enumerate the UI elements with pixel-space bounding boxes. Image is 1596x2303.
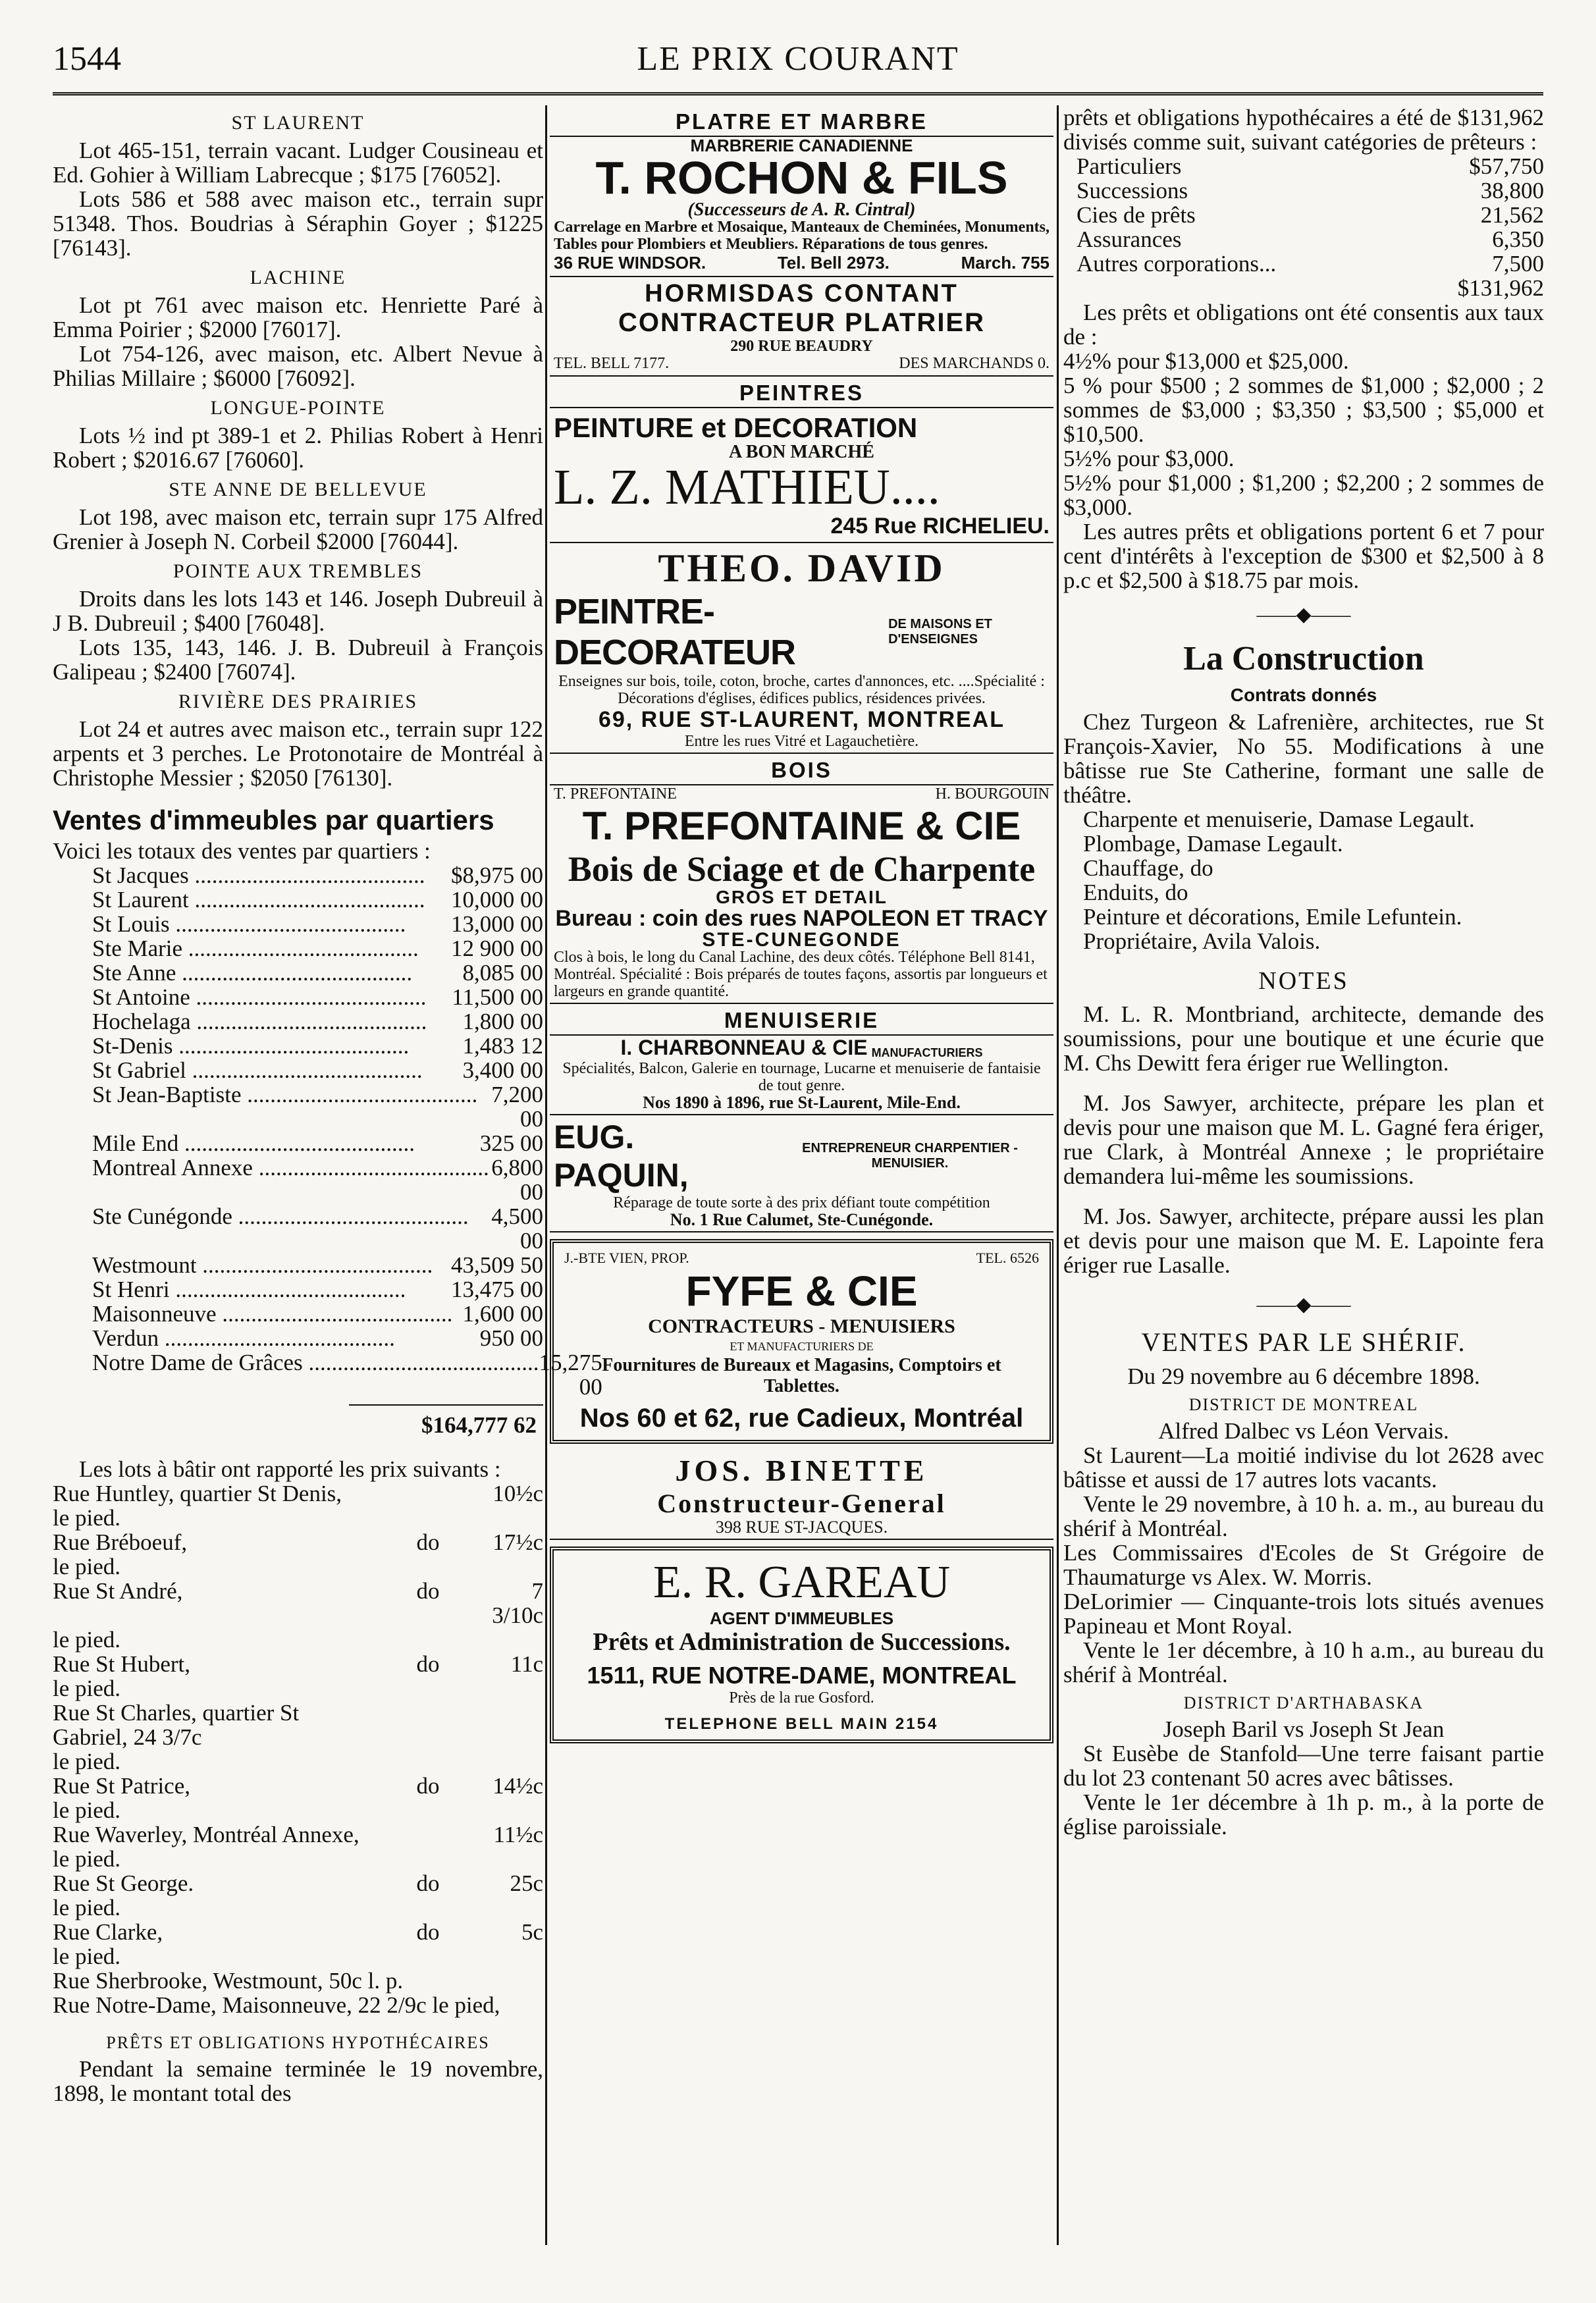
lot-row: Rue Sherbrooke, Westmount, 50c l. p. — [53, 1968, 404, 1994]
column-left — [53, 105, 602, 2219]
lot-row — [53, 1920, 543, 1944]
table-row — [92, 863, 543, 887]
quartiers-table — [53, 862, 602, 1400]
district-heading: STE ANNE DE BELLEVUE — [169, 479, 427, 500]
quartier-value: 7,200 00 — [491, 1082, 543, 1132]
lot-row — [53, 1652, 543, 1676]
ad-heading: MENUISERIE — [550, 1007, 1053, 1036]
ad-desc: Clos à bois, le long du Canal Lachine, des deux côtés. Téléphone Bell 8141, Montréal. Spécialité : Bois préparés de toutes façons, assortis par longueurs et largeurs en grande quantité. — [554, 949, 1048, 1000]
lot-suffix: le pied. — [53, 1749, 121, 1774]
ad-gareau — [550, 1547, 1053, 1743]
sale-entry: Lot 198, avec maison etc, terrain supr 175 Alfred Grenier à Joseph N. Corbeil $2000 [76044]. — [53, 504, 543, 554]
lot-price: 11½c — [493, 1822, 543, 1847]
ad-role-sub: DE MAISONS ET D'ENSEIGNES — [888, 617, 992, 647]
ad-title: Bois de Sciage et de Charpente — [568, 849, 1036, 889]
lender-name: Cies de prêts — [1077, 202, 1196, 228]
page-header — [53, 40, 1543, 99]
lot-ditto: do — [416, 1919, 440, 1945]
lender-value: $57,750 — [1469, 153, 1544, 179]
quartier-name: St-Denis ........................................ — [92, 1033, 410, 1059]
table-row — [92, 1034, 543, 1058]
quartier-name: Mile End ........................................ — [92, 1130, 415, 1156]
quartier-name: Westmount ........................................ — [92, 1252, 433, 1278]
contrat-item: Charpente et menuiserie, Damase Legault. — [1083, 807, 1475, 832]
lot-street: Rue St George. — [53, 1870, 194, 1896]
construction-title: La Construction — [1183, 640, 1424, 677]
contrat-item: Chez Turgeon & Lafrenière, architectes, rue St François-Xavier, No 55. Modifications à une bâtisse rue Ste Catherine, formant une salle de théâtre. — [1063, 709, 1544, 808]
lot-street: Rue Bréboeuf, — [53, 1529, 188, 1555]
ad-david — [550, 543, 1053, 754]
quartier-value: 11,500 00 — [452, 984, 543, 1010]
quartier-value: $8,975 00 — [451, 862, 543, 888]
table-row — [92, 1277, 543, 1302]
prets-intro: prêts et obligations hypothécaires a été de $131,962 divisés comme suit, suivant catégories de prêteurs : — [1063, 105, 1544, 155]
lot-suffix: le pied. — [53, 1797, 121, 1823]
lot-price — [484, 1701, 543, 1749]
ad-address: 36 RUE WINDSOR. — [554, 253, 706, 273]
sale-entry: Lot 465-151, terrain vacant. Ludger Cousineau et Ed. Gohier à William Labrecque ; $175 [76052]. — [53, 138, 543, 188]
lot-street: Rue St André, — [53, 1578, 183, 1604]
sale-entry: Lots ½ ind pt 389-1 et 2. Philias Robert à Henri Robert ; $2016.67 [76060]. — [53, 423, 543, 473]
table-row — [92, 1131, 543, 1155]
quartier-name: St Gabriel ........................................ — [92, 1057, 423, 1083]
quartier-value: 13,000 00 — [451, 911, 543, 937]
ad-successors: (Successeurs de A. R. Cintral) — [687, 199, 916, 220]
taux-list — [1063, 349, 1544, 519]
table-row — [92, 887, 543, 912]
ad-address: 1511, RUE NOTRE-DAME, MONTREAL — [587, 1662, 1017, 1689]
ad-partner: H. BOURGOUIN — [935, 785, 1050, 803]
contrats-heading: Contrats donnés — [1230, 685, 1377, 705]
ad-charbonneau — [550, 1004, 1053, 1115]
ornament-divider: ——◆—— — [1256, 604, 1351, 625]
lot-street: Rue St Hubert, — [53, 1651, 191, 1677]
sherif-title: VENTES PAR LE SHÉRIF. — [1141, 1327, 1466, 1357]
ad-name: EUG. PAQUIN, — [554, 1119, 689, 1194]
lot-row — [53, 1701, 543, 1749]
header-rule — [53, 92, 1543, 95]
ad-tel: TEL. 6526 — [976, 1250, 1039, 1266]
ad-bureau: Bureau : coin des rues NAPOLEON ET TRACY — [555, 906, 1048, 931]
lot-street: Rue Waverley, Montréal Annexe, — [53, 1822, 359, 1847]
quartier-name: Verdun ........................................ — [92, 1325, 395, 1351]
lot-ditto: do — [416, 1773, 440, 1799]
note-item: M. Jos. Sawyer, architecte, prépare aussi les plan et devis pour une maison que M. E. Lapointe fera ériger rue Lasalle. — [1063, 1204, 1544, 1278]
ad-address: 245 Rue RICHELIEU. — [830, 514, 1050, 539]
prets-heading: PRÊTS ET OBLIGATIONS HYPOTHÉCAIRES — [106, 2033, 490, 2052]
quartier-name: St Jean-Baptiste ........................................ — [92, 1082, 478, 1107]
contrat-item: Plombage, Damase Legault. — [1083, 831, 1343, 857]
ad-address: No. 1 Rue Calumet, Ste-Cunégonde. — [670, 1210, 934, 1229]
quartier-value: 1,800 00 — [462, 1009, 543, 1034]
ad-contant — [550, 277, 1053, 377]
lenders-table — [1063, 154, 1544, 276]
taux-item: 5½% pour $1,000 ; $1,200 ; $2,200 ; 2 sommes de $3,000. — [1063, 470, 1544, 520]
ad-name: L. Z. MATHIEU.... — [554, 460, 940, 515]
quartier-value: 15,275 00 — [539, 1350, 602, 1400]
note-item: M. Jos Sawyer, architecte, prépare les plan et devis pour une maison que M. L. Gagné fera ériger, rue Clark, à Montréal Annexe ; le propriétaire demandera lui-même les soumissions. — [1063, 1090, 1544, 1189]
sale-when: Vente le 29 novembre, à 10 h. a. m., au bureau du shérif à Montréal. — [1063, 1491, 1544, 1541]
taux-item: 5 % pour $500 ; 2 sommes de $1,000 ; $2,000 ; 2 sommes de $3,000 ; $3,350 ; $3,500 ; $5,000 et $10,500. — [1063, 373, 1544, 447]
lot-price: 10½c — [492, 1481, 543, 1506]
ad-role: AGENT D'IMMEUBLES — [709, 1608, 894, 1628]
quartier-value: 12 900 00 — [451, 936, 543, 961]
ad-address-note: Entre les rues Vitré et Lagauchetière. — [684, 733, 919, 750]
quartier-value: 10,000 00 — [451, 887, 543, 913]
ad-address: Nos 60 et 62, rue Cadieux, Montréal — [579, 1404, 1024, 1433]
quartier-name: St Henri ........................................ — [92, 1277, 406, 1302]
ad-gros: GROS ET DETAIL — [716, 887, 888, 907]
ad-rochon — [550, 105, 1053, 277]
lot-row — [53, 1481, 543, 1506]
ad-name: T. ROCHON & FILS — [595, 152, 1008, 203]
sale-when: Vente le 1er décembre à 1h p. m., à la porte de église paroissiale. — [1063, 1789, 1544, 1840]
ad-desc: Carrelage en Marbre et Mosaique, Manteaux de Cheminées, Monuments, Tables pour Plombiers et Meubliers. Réparations de tous genres. — [554, 219, 1050, 253]
ad-address: 69, RUE ST-LAURENT, MONTREAL — [598, 707, 1005, 732]
lender-value: 38,800 — [1480, 178, 1544, 203]
ad-binette — [550, 1450, 1053, 1540]
table-row — [92, 1082, 543, 1131]
quartier-name: St Jacques ........................................ — [92, 862, 425, 888]
ad-role: MANUFACTURIERS — [871, 1046, 983, 1059]
taux-end: Les autres prêts et obligations portent 6 et 7 pour cent d'intérêts à l'exception de $300 et $2,500 à 8 p.c et $2,500 à $18.75 par mois. — [1063, 519, 1544, 593]
ad-title: PEINTURE et DECORATION — [554, 412, 918, 443]
lot-suffix: le pied. — [53, 1554, 121, 1579]
sale-parties: Les Commissaires d'Ecoles de St Grégoire de Thaumaturge vs Alex. W. Morris. — [1063, 1540, 1544, 1590]
lender-value: 21,562 — [1480, 202, 1544, 228]
lot-price: 14½c — [492, 1773, 543, 1799]
ad-address: 398 RUE ST-JACQUES. — [715, 1518, 888, 1537]
ad-desc: Spécialités, Balcon, Galerie en tournage, Lucarne et menuiserie de fantaisie de tout genre. — [562, 1060, 1041, 1094]
district-heading: POINTE AUX TREMBLES — [173, 560, 423, 582]
table-row — [92, 1009, 543, 1034]
ad-address: 290 RUE BEAUDRY — [730, 338, 873, 355]
ad-name: I. CHARBONNEAU & CIE — [620, 1036, 868, 1059]
ad-desc: Prêts et Administration de Successions. — [593, 1628, 1011, 1656]
quartier-value: 13,475 00 — [451, 1277, 543, 1302]
table-row — [92, 1350, 602, 1400]
notes-list — [1063, 1002, 1544, 1277]
table-row — [92, 1326, 543, 1350]
sale-entry: Droits dans les lots 143 et 146. Joseph Dubreuil à J B. Dubreuil ; $400 [76048]. — [53, 586, 543, 636]
note-item: M. L. R. Montbriand, architecte, demande des soumissions, pour une boutique et une écurie que M. Chs Dewitt fera ériger rue Wellington. — [1063, 1001, 1544, 1076]
sale-entry: Lot 754-126, avec maison, etc. Albert Nevue à Philias Millaire ; $6000 [76092]. — [53, 341, 543, 391]
quartier-name: St Louis ........................................ — [92, 911, 406, 937]
district-heading: LACHINE — [250, 267, 346, 288]
ad-name: T. PREFONTAINE & CIE — [582, 804, 1021, 848]
taux-item: 4½% pour $13,000 et $25,000. — [1063, 348, 1349, 374]
lot-prices-end — [53, 1969, 543, 2017]
ad-role: PEINTRE-DECORATEUR — [554, 592, 795, 672]
lender-name: Autres corporations... — [1077, 251, 1277, 277]
lot-ditto: do — [416, 1529, 440, 1555]
quartier-name: Montreal Annexe ........................................ — [92, 1155, 489, 1180]
ad-name: THEO. DAVID — [658, 546, 945, 590]
ad-sub: A BON MARCHÉ — [729, 442, 874, 462]
quartier-name: St Antoine ........................................ — [92, 984, 427, 1010]
lots-intro: Les lots à bâtir ont rapporté les prix suivants : — [79, 1456, 501, 1482]
quartier-name: Hochelaga ........................................ — [92, 1009, 427, 1034]
lot-street: Rue St Patrice, — [53, 1773, 190, 1799]
lot-suffix: le pied. — [53, 1505, 121, 1531]
sale-text: DeLorimier — Cinquante-trois lots situés avenues Papineau et Mont Royal. — [1063, 1589, 1544, 1639]
lender-value: 7,500 — [1492, 251, 1544, 277]
ad-desc: Réparage de toute sorte à des prix défiant toute compétition — [613, 1194, 990, 1211]
lot-suffix: le pied. — [53, 1676, 121, 1701]
ad-tel: TEL. BELL 7177. — [554, 355, 670, 372]
lot-price: 17½c — [492, 1529, 543, 1555]
ad-name: E. R. GAREAU — [652, 1557, 951, 1608]
sale-entry: Lot 24 et autres avec maison etc., terrain supr 122 arpents et 3 perches. Le Protonotaire de Montréal à Christophe Messier ; $2050 [76130]. — [53, 716, 543, 791]
table-row — [92, 1058, 543, 1082]
lot-ditto: do — [416, 1870, 440, 1896]
district-heading: LONGUE-POINTE — [210, 397, 386, 419]
district-heading: ST LAURENT — [231, 112, 365, 134]
lender-name: Successions — [1077, 178, 1188, 203]
table-row — [92, 1302, 543, 1326]
contrat-item: Peinture et décorations, Emile Lefuntein. — [1083, 904, 1462, 930]
lot-ditto: do — [416, 1578, 440, 1604]
district-heading: DISTRICT D'ARTHABASKA — [1183, 1693, 1424, 1712]
contrat-item: Chauffage, do — [1083, 855, 1213, 881]
ad-name: JOS. BINETTE — [675, 1454, 928, 1487]
lot-price: 11c — [510, 1651, 543, 1677]
ventes-title: Ventes d'immeubles par quartiers — [53, 805, 494, 835]
table-row — [92, 961, 543, 985]
lot-prices — [53, 1481, 543, 1969]
taux-intro: Les prêts et obligations ont été consentis aux taux de : — [1063, 300, 1544, 350]
quartier-value: 6,800 00 — [491, 1155, 543, 1205]
contrat-item: Propriétaire, Avila Valois. — [1083, 928, 1321, 954]
ad-tel: Tel. Bell 2973. — [777, 253, 890, 273]
quartier-value: 8,085 00 — [462, 960, 543, 986]
table-row — [1077, 178, 1544, 203]
ad-role: Constructeur-General — [657, 1489, 946, 1518]
lot-suffix: le pied. — [53, 1895, 121, 1920]
ad-heading: PEINTRES — [550, 379, 1053, 408]
lot-street: Rue St Charles, quartier St Gabriel, 24 3/7c — [53, 1700, 300, 1750]
table-row — [92, 1253, 543, 1277]
quartier-name: Ste Marie ........................................ — [92, 936, 419, 961]
ad-role: CONTRACTEURS - MENUISIERS — [648, 1315, 955, 1337]
lender-name: Assurances — [1077, 226, 1182, 252]
ad-desc: Enseignes sur bois, toile, coton, broche, cartes d'annonces, etc. ....Spécialité : Décorations d'églises, édifices publics, résidences privées. — [558, 673, 1045, 707]
lot-ditto — [372, 1822, 484, 1847]
lender-value: 6,350 — [1492, 226, 1544, 252]
table-row — [92, 985, 543, 1009]
lot-price: 7 3/10c — [492, 1578, 543, 1628]
table-row — [92, 1204, 543, 1253]
lenders-total: $131,962 — [1457, 275, 1544, 301]
lot-suffix: le pied. — [53, 1846, 121, 1872]
ad-address: Nos 1890 à 1896, rue St-Laurent, Mile-End. — [643, 1093, 961, 1112]
prets-text: Pendant la semaine terminée le 19 novembre, 1898, le montant total des — [53, 2056, 543, 2106]
sherif-dates: Du 29 novembre au 6 décembre 1898. — [1127, 1363, 1480, 1389]
column-divider — [1057, 105, 1059, 2245]
ad-tel: TELEPHONE BELL MAIN 2154 — [664, 1715, 939, 1733]
contrats-list — [1063, 710, 1544, 953]
quartier-value: 3,400 00 — [462, 1057, 543, 1083]
lot-row — [53, 1871, 543, 1895]
quartier-value: 1,483 12 — [462, 1033, 543, 1059]
lender-name: Particuliers — [1077, 153, 1182, 179]
lot-row: Rue Notre-Dame, Maisonneuve, 22 2/9c le pied, — [53, 1992, 500, 2018]
lot-row — [53, 1579, 543, 1628]
lot-street: Rue Clarke, — [53, 1919, 163, 1945]
table-row — [1077, 227, 1544, 251]
lot-suffix: le pied. — [53, 1944, 121, 1969]
quartier-name: Ste Cunégonde ........................................ — [92, 1204, 469, 1229]
ad-partner: T. PREFONTAINE — [554, 785, 677, 803]
sale-text: St Laurent—La moitié indivise du lot 2628 avec bâtisse et aussi de 17 autres lots vacants. — [1063, 1443, 1544, 1493]
lot-ditto — [372, 1701, 484, 1749]
quartier-value: 325 00 — [479, 1130, 543, 1156]
ad-paquin — [550, 1115, 1053, 1232]
sale-entry: Lot pt 761 avec maison etc. Henriette Paré à Emma Poirier ; $2000 [76017]. — [53, 292, 543, 342]
sale-entry: Lots 135, 143, 146. J. B. Dubreuil à François Galipeau ; $2400 [76074]. — [53, 635, 543, 685]
taux-item: 5½% pour $3,000. — [1063, 446, 1235, 471]
quartier-name: St Laurent ........................................ — [92, 887, 425, 913]
ad-prefontaine — [550, 754, 1053, 1004]
ad-march: DES MARCHANDS 0. — [899, 355, 1050, 372]
district-heading: DISTRICT DE MONTREAL — [1188, 1395, 1419, 1414]
lot-ditto — [372, 1481, 484, 1506]
column-right — [1063, 105, 1544, 2219]
lot-suffix: le pied. — [53, 1627, 121, 1653]
table-row — [92, 1155, 543, 1204]
lot-price: 25c — [510, 1870, 543, 1896]
quartier-value: 950 00 — [479, 1325, 543, 1351]
lot-price: 5c — [521, 1919, 543, 1945]
sale-parties: Joseph Baril vs Joseph St Jean — [1163, 1716, 1445, 1742]
quartier-value: 43,509 50 — [451, 1252, 543, 1278]
ad-march: March. 755 — [961, 253, 1050, 273]
quartiers-total: $164,777 62 — [349, 1404, 543, 1439]
sale-when: Vente le 1er décembre, à 10 h a.m., au bureau du shérif à Montréal. — [1063, 1637, 1544, 1687]
table-row — [92, 912, 543, 936]
ad-fyfe — [550, 1239, 1053, 1444]
district-heading: RIVIÈRE DES PRAIRIES — [178, 691, 418, 712]
table-row — [1077, 251, 1544, 276]
ad-role: ENTREPRENEUR CHARPENTIER - MENUISIER. — [802, 1141, 1018, 1171]
table-row — [92, 936, 543, 961]
quartier-value: 1,600 00 — [462, 1301, 543, 1327]
page-number: 1544 — [53, 40, 121, 78]
ornament-divider: ——◆—— — [1256, 1294, 1351, 1315]
quartier-value: 4,500 00 — [491, 1204, 543, 1254]
quartier-name: Maisonneuve ........................................ — [92, 1301, 453, 1327]
ad-mathieu — [550, 377, 1053, 543]
ventes-intro: Voici les totaux des ventes par quartiers : — [53, 838, 431, 864]
lot-row — [53, 1822, 543, 1847]
sale-parties: Alfred Dalbec vs Léon Vervais. — [1158, 1418, 1449, 1444]
ad-heading: BOIS — [550, 756, 1053, 785]
notes-title: NOTES — [1258, 967, 1349, 995]
table-row — [1077, 203, 1544, 227]
quartier-name: Notre Dame de Grâces ........................................ — [92, 1350, 539, 1375]
lot-street: Rue Huntley, quartier St Denis, — [53, 1481, 342, 1506]
ad-sub: ET MANUFACTURIERS DE — [730, 1340, 874, 1353]
ad-prop: J.-BTE VIEN, PROP. — [564, 1250, 689, 1266]
lot-row — [53, 1774, 543, 1798]
column-ads — [550, 105, 1053, 2219]
ad-place: STE-CUNEGONDE — [702, 929, 901, 951]
contrat-item: Enduits, do — [1083, 880, 1188, 905]
table-row — [1077, 154, 1544, 178]
ad-name: FYFE & CIE — [685, 1267, 918, 1315]
sales-sections — [53, 112, 543, 790]
lot-row — [53, 1530, 543, 1554]
lot-ditto: do — [416, 1651, 440, 1677]
ad-sub: MARBRERIE CANADIENNE — [690, 136, 913, 155]
ad-name: HORMISDAS CONTANT — [645, 280, 959, 307]
journal-title: LE PRIX COURANT — [637, 40, 959, 78]
ad-heading: PLATRE ET MARBRE — [550, 108, 1053, 137]
sale-entry: Lots 586 et 588 avec maison etc., terrain supr 51348. Thos. Boudrias à Séraphin Goyer ; $1225 [76143]. — [53, 186, 543, 261]
sale-text: St Eusèbe de Stanfold—Une terre faisant partie du lot 23 contenant 50 acres avec bâtisses. — [1063, 1741, 1544, 1791]
column-divider — [545, 105, 547, 2245]
quartier-name: Ste Anne ........................................ — [92, 960, 413, 986]
ad-role: CONTRACTEUR PLATRIER — [618, 308, 985, 337]
ad-desc: Fournitures de Bureaux et Magasins, Comptoirs et Tablettes. — [602, 1355, 1001, 1396]
ad-near: Près de la rue Gosford. — [729, 1689, 874, 1707]
